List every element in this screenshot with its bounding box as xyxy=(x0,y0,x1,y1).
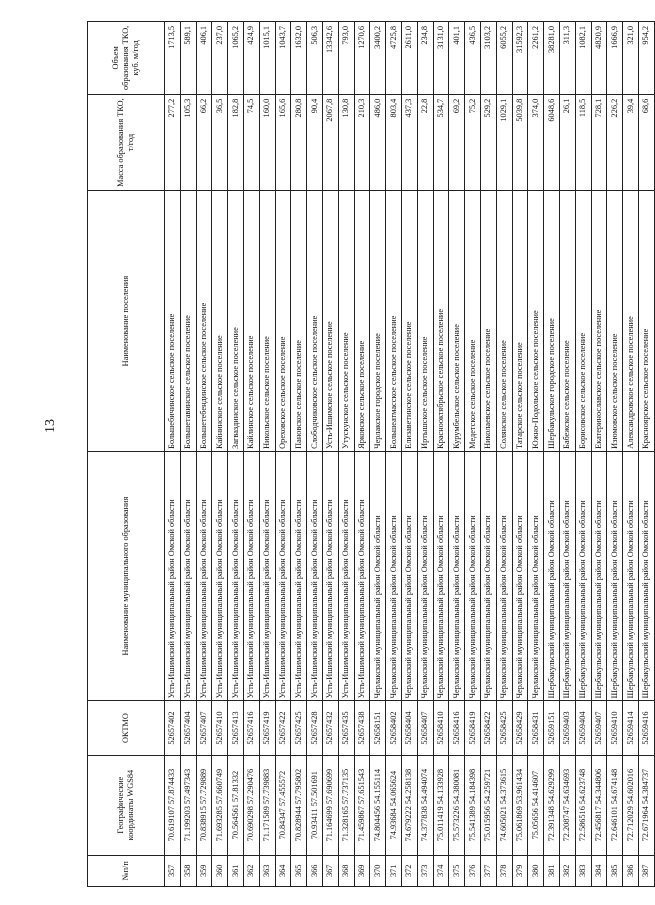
cell-volume: 1632,0 xyxy=(291,22,307,95)
table-row xyxy=(465,22,481,887)
cell-municipality: Черлакский муниципальный район Омской области xyxy=(465,451,481,701)
cell-municipality: Шербакульский муниципальный район Омской области xyxy=(638,451,654,701)
cell-settlement: Большетавинское сельское поселение xyxy=(180,191,196,451)
cell-settlement: Краснооктябрьское сельское поселение xyxy=(433,191,449,451)
cell-municipality: Усть-Ишимский муниципальный район Омской области xyxy=(243,451,259,701)
cell-coordinates: 72.712029 54.602016 xyxy=(623,755,639,855)
cell-mass: 26,1 xyxy=(559,94,575,191)
cell-settlement: Утускунское сельское поселение xyxy=(338,191,354,451)
cell-volume: 589,1 xyxy=(180,22,196,95)
cell-mass: 75,2 xyxy=(465,94,481,191)
cell-coordinates: 70.84347 57.455572 xyxy=(275,755,291,855)
cell-volume: 2611,0 xyxy=(401,22,417,95)
cell-oktmo: 52659404 xyxy=(575,701,591,755)
cell-volume: 436,5 xyxy=(465,22,481,95)
cell-volume: 234,8 xyxy=(417,22,433,95)
table-row xyxy=(449,22,465,887)
cell-settlement: Пановское сельское поселение xyxy=(291,191,307,451)
cell-number: 363 xyxy=(259,855,275,886)
cell-municipality: Усть-Ишимский муниципальный район Омской области xyxy=(212,451,228,701)
cell-volume: 1043,7 xyxy=(275,22,291,95)
cell-oktmo: 52659416 xyxy=(638,701,654,755)
table-row xyxy=(607,22,623,887)
cell-municipality: Черлакский муниципальный район Омской области xyxy=(512,451,528,701)
header-coordinates: Географические координаты WGS84 xyxy=(88,755,165,855)
cell-number: 360 xyxy=(212,855,228,886)
cell-settlement: Никольское сельское поселение xyxy=(259,191,275,451)
cell-mass: 226,2 xyxy=(607,94,623,191)
cell-volume: 31592,3 xyxy=(512,22,528,95)
cell-coordinates: 71.171589 57.739883 xyxy=(259,755,275,855)
cell-number: 375 xyxy=(449,855,465,886)
cell-settlement: Изюмовское сельское поселение xyxy=(607,191,623,451)
cell-municipality: Усть-Ишимский муниципальный район Омской области xyxy=(338,451,354,701)
cell-mass: 160,0 xyxy=(259,94,275,191)
cell-number: 378 xyxy=(496,855,512,886)
cell-municipality: Усть-Ишимский муниципальный район Омской области xyxy=(165,451,181,701)
cell-volume: 1082,1 xyxy=(575,22,591,95)
cell-settlement: Загваздинское сельское поселение xyxy=(228,191,244,451)
cell-settlement: Екатеринославское сельское поселение xyxy=(591,191,607,451)
cell-municipality: Усть-Ишимский муниципальный район Омской области xyxy=(180,451,196,701)
table-row xyxy=(307,22,323,887)
table-row xyxy=(228,22,244,887)
cell-number: 374 xyxy=(433,855,449,886)
cell-municipality: Черлакский муниципальный район Омской области xyxy=(480,451,496,701)
cell-coordinates: 70.838915 57.729889 xyxy=(196,755,212,855)
cell-mass: 277,2 xyxy=(165,94,181,191)
cell-settlement: Большебичинское сельское поселение xyxy=(165,191,181,451)
cell-oktmo: 52657419 xyxy=(259,701,275,755)
cell-coordinates: 70.690298 57.290476 xyxy=(243,755,259,855)
cell-number: 362 xyxy=(243,855,259,886)
cell-municipality: Усть-Ишимский муниципальный район Омской области xyxy=(196,451,212,701)
cell-settlement: Медетское сельское поселение xyxy=(465,191,481,451)
cell-oktmo: 52659410 xyxy=(607,701,623,755)
table-row xyxy=(196,22,212,887)
cell-number: 372 xyxy=(401,855,417,886)
table-body xyxy=(165,22,655,887)
cell-settlement: Бабежское сельское поселение xyxy=(559,191,575,451)
cell-municipality: Шербакульский муниципальный район Омской области xyxy=(544,451,560,701)
cell-oktmo: 52658425 xyxy=(496,701,512,755)
cell-volume: 3131,0 xyxy=(433,22,449,95)
cell-volume: 4820,9 xyxy=(591,22,607,95)
table-row xyxy=(575,22,591,887)
cell-settlement: Николаевское сельское поселение xyxy=(480,191,496,451)
cell-mass: 728,1 xyxy=(591,94,607,191)
cell-settlement: Ярковское сельское поселение xyxy=(354,191,370,451)
cell-settlement: Александровское сельское поселение xyxy=(623,191,639,451)
cell-municipality: Шербакульский муниципальный район Омской области xyxy=(607,451,623,701)
cell-coordinates: 74.804456 54.155114 xyxy=(370,755,386,855)
cell-coordinates: 72.391348 54.629299 xyxy=(544,755,560,855)
cell-coordinates: 75.015956 54.259721 xyxy=(480,755,496,855)
waste-volume-table xyxy=(87,21,655,887)
cell-settlement: Красноярское сельское поселение xyxy=(638,191,654,451)
cell-oktmo: 52657428 xyxy=(307,701,323,755)
cell-mass: 6048,6 xyxy=(544,94,560,191)
cell-coordinates: 72.646101 54.674148 xyxy=(607,755,623,855)
table-row xyxy=(180,22,196,887)
table-row xyxy=(386,22,402,887)
cell-settlement: Слободчиковское сельское поселение xyxy=(307,191,323,451)
cell-number: 377 xyxy=(480,855,496,886)
cell-settlement: Большетебендинское сельское поселение xyxy=(196,191,212,451)
rotated-table-wrapper xyxy=(87,21,651,887)
cell-number: 371 xyxy=(386,855,402,886)
table-row xyxy=(496,22,512,887)
cell-volume: 954,2 xyxy=(638,22,654,95)
cell-municipality: Черлакский муниципальный район Омской области xyxy=(386,451,402,701)
cell-settlement: Южно-Подольское сельское поселение xyxy=(528,191,544,451)
cell-coordinates: 74.605021 54.373615 xyxy=(496,755,512,855)
cell-coordinates: 74.93684 54.065624 xyxy=(386,755,402,855)
cell-number: 383 xyxy=(575,855,591,886)
cell-oktmo: 52658429 xyxy=(512,701,528,755)
cell-municipality: Усть-Ишимский муниципальный район Омской области xyxy=(354,451,370,701)
cell-volume: 401,1 xyxy=(449,22,465,95)
cell-coordinates: 71.199203 57.497343 xyxy=(180,755,196,855)
cell-oktmo: 52657402 xyxy=(165,701,181,755)
cell-oktmo: 52657425 xyxy=(291,701,307,755)
cell-number: 367 xyxy=(322,855,338,886)
table-row xyxy=(165,22,181,887)
cell-settlement: Елизаветинское сельское поселение xyxy=(401,191,417,451)
cell-mass: 5039,8 xyxy=(512,94,528,191)
cell-oktmo: 52658404 xyxy=(401,701,417,755)
cell-volume: 406,1 xyxy=(196,22,212,95)
cell-volume: 6055,2 xyxy=(496,22,512,95)
cell-settlement: Ореховское сельское поселение xyxy=(275,191,291,451)
cell-oktmo: 52658419 xyxy=(465,701,481,755)
cell-number: 358 xyxy=(180,855,196,886)
cell-municipality: Усть-Ишимский муниципальный район Омской области xyxy=(322,451,338,701)
cell-oktmo: 52657432 xyxy=(322,701,338,755)
cell-number: 380 xyxy=(528,855,544,886)
cell-municipality: Шербакульский муниципальный район Омской области xyxy=(623,451,639,701)
cell-municipality: Черлакский муниципальный район Омской области xyxy=(528,451,544,701)
cell-municipality: Усть-Ишимский муниципальный район Омской области xyxy=(275,451,291,701)
table-row xyxy=(480,22,496,887)
cell-oktmo: 52657413 xyxy=(228,701,244,755)
cell-mass: 39,4 xyxy=(623,94,639,191)
cell-mass: 68,6 xyxy=(638,94,654,191)
cell-volume: 1065,2 xyxy=(228,22,244,95)
cell-oktmo: 52657404 xyxy=(180,701,196,755)
cell-volume: 237,0 xyxy=(212,22,228,95)
cell-coordinates: 70.564561 57.81332 xyxy=(228,755,244,855)
header-oktmo: ОКТМО xyxy=(88,701,165,755)
cell-volume: 1666,9 xyxy=(607,22,623,95)
cell-coordinates: 72.208747 54.634693 xyxy=(559,755,575,855)
table-header-row xyxy=(88,22,165,887)
table-row xyxy=(243,22,259,887)
cell-mass: 165,6 xyxy=(275,94,291,191)
cell-number: 376 xyxy=(465,855,481,886)
cell-mass: 1029,1 xyxy=(496,94,512,191)
cell-coordinates: 75.573226 54.380081 xyxy=(449,755,465,855)
table-row xyxy=(354,22,370,887)
cell-settlement: Солянское сельское поселение xyxy=(496,191,512,451)
table-row xyxy=(623,22,639,887)
cell-number: 369 xyxy=(354,855,370,886)
cell-volume: 4725,8 xyxy=(386,22,402,95)
cell-coordinates: 74.679222 54.258138 xyxy=(401,755,417,855)
cell-oktmo: 52658151 xyxy=(370,701,386,755)
cell-mass: 22,8 xyxy=(417,94,433,191)
cell-mass: 2067,8 xyxy=(322,94,338,191)
cell-mass: 90,4 xyxy=(307,94,323,191)
table-row xyxy=(259,22,275,887)
cell-number: 382 xyxy=(559,855,575,886)
cell-number: 366 xyxy=(307,855,323,886)
cell-mass: 486,0 xyxy=(370,94,386,191)
cell-coordinates: 75.05656 54.414607 xyxy=(528,755,544,855)
cell-oktmo: 52657438 xyxy=(354,701,370,755)
cell-coordinates: 72.671964 54.384737 xyxy=(638,755,654,855)
cell-volume: 13342,6 xyxy=(322,22,338,95)
cell-settlement: Кайлинское сельское поселение xyxy=(243,191,259,451)
cell-coordinates: 70.619107 57.874433 xyxy=(165,755,181,855)
cell-volume: 1713,5 xyxy=(165,22,181,95)
cell-oktmo: 52657407 xyxy=(196,701,212,755)
cell-volume: 38281,0 xyxy=(544,22,560,95)
header-municipality: Наименование муниципального образования xyxy=(88,451,165,701)
cell-municipality: Черлакский муниципальный район Омской области xyxy=(417,451,433,701)
cell-volume: 321,0 xyxy=(623,22,639,95)
header-number: №п/п xyxy=(88,855,165,886)
cell-settlement: Борисовское сельское поселение xyxy=(575,191,591,451)
cell-mass: 118,5 xyxy=(575,94,591,191)
cell-mass: 280,8 xyxy=(291,94,307,191)
table-row xyxy=(528,22,544,887)
cell-oktmo: 52657422 xyxy=(275,701,291,755)
cell-volume: 793,0 xyxy=(338,22,354,95)
cell-volume: 3400,2 xyxy=(370,22,386,95)
cell-number: 370 xyxy=(370,855,386,886)
cell-coordinates: 75.011419 54.133928 xyxy=(433,755,449,855)
table-row xyxy=(291,22,307,887)
cell-oktmo: 52659403 xyxy=(559,701,575,755)
cell-number: 386 xyxy=(623,855,639,886)
cell-municipality: Усть-Ишимский муниципальный район Омской области xyxy=(307,451,323,701)
cell-number: 357 xyxy=(165,855,181,886)
table-row xyxy=(275,22,291,887)
cell-mass: 105,3 xyxy=(180,94,196,191)
cell-mass: 66,2 xyxy=(196,94,212,191)
cell-municipality: Черлакский муниципальный район Омской области xyxy=(449,451,465,701)
table-row xyxy=(401,22,417,887)
table-row xyxy=(638,22,654,887)
cell-municipality: Шербакульский муниципальный район Омской области xyxy=(591,451,607,701)
cell-coordinates: 70.93411 57.501691 xyxy=(307,755,323,855)
table-row xyxy=(512,22,528,887)
cell-mass: 69,2 xyxy=(449,94,465,191)
table-row xyxy=(338,22,354,887)
cell-settlement: Черлакское городское поселение xyxy=(370,191,386,451)
cell-mass: 36,5 xyxy=(212,94,228,191)
cell-volume: 2261,2 xyxy=(528,22,544,95)
cell-coordinates: 75.541389 54.184398 xyxy=(465,755,481,855)
cell-number: 368 xyxy=(338,855,354,886)
cell-oktmo: 52658431 xyxy=(528,701,544,755)
cell-volume: 424,9 xyxy=(243,22,259,95)
cell-number: 381 xyxy=(544,855,560,886)
cell-settlement: Курумбельское сельское поселение xyxy=(449,191,465,451)
cell-municipality: Усть-Ишимский муниципальный район Омской области xyxy=(259,451,275,701)
cell-settlement: Иртышское сельское поселение xyxy=(417,191,433,451)
cell-oktmo: 52659407 xyxy=(591,701,607,755)
cell-settlement: Шербакульское городское поселение xyxy=(544,191,560,451)
cell-settlement: Усть-Ишимское сельское поселение xyxy=(322,191,338,451)
table-row xyxy=(417,22,433,887)
cell-municipality: Черлакский муниципальный район Омской области xyxy=(370,451,386,701)
cell-volume: 1270,6 xyxy=(354,22,370,95)
cell-municipality: Черлакский муниципальный район Омской области xyxy=(496,451,512,701)
header-mass: Масса образования ТКО, т/год xyxy=(88,94,165,191)
cell-municipality: Усть-Ишимский муниципальный район Омской области xyxy=(291,451,307,701)
cell-number: 384 xyxy=(591,855,607,886)
cell-municipality: Черлакский муниципальный район Омской области xyxy=(401,451,417,701)
cell-volume: 3103,2 xyxy=(480,22,496,95)
table-row xyxy=(591,22,607,887)
table-row xyxy=(212,22,228,887)
cell-oktmo: 52657416 xyxy=(243,701,259,755)
cell-number: 364 xyxy=(275,855,291,886)
cell-mass: 130,8 xyxy=(338,94,354,191)
cell-number: 359 xyxy=(196,855,212,886)
cell-coordinates: 70.828944 57.795802 xyxy=(291,755,307,855)
cell-mass: 74,5 xyxy=(243,94,259,191)
cell-oktmo: 52659151 xyxy=(544,701,560,755)
cell-oktmo: 52659414 xyxy=(623,701,639,755)
table-row xyxy=(433,22,449,887)
page-number: 13 xyxy=(43,419,58,433)
cell-volume: 1015,1 xyxy=(259,22,275,95)
cell-municipality: Шербакульский муниципальный район Омской области xyxy=(575,451,591,701)
cell-oktmo: 52658410 xyxy=(433,701,449,755)
cell-coordinates: 75.061869 53.961434 xyxy=(512,755,528,855)
header-settlement: Наименование поселения xyxy=(88,191,165,451)
cell-mass: 534,7 xyxy=(433,94,449,191)
cell-municipality: Черлакский муниципальный район Омской области xyxy=(433,451,449,701)
cell-mass: 374,0 xyxy=(528,94,544,191)
cell-oktmo: 52658422 xyxy=(480,701,496,755)
table-row xyxy=(559,22,575,887)
cell-municipality: Усть-Ишимский муниципальный район Омской области xyxy=(228,451,244,701)
cell-coordinates: 72.586516 54.623748 xyxy=(575,755,591,855)
cell-oktmo: 52657410 xyxy=(212,701,228,755)
cell-volume: 506,3 xyxy=(307,22,323,95)
cell-coordinates: 71.693285 57.660749 xyxy=(212,755,228,855)
header-volume: Объем образования ТКО, куб. м/год xyxy=(88,22,165,95)
cell-settlement: Кайнинское сельское поселение xyxy=(212,191,228,451)
cell-coordinates: 71.459867 57.651543 xyxy=(354,755,370,855)
cell-number: 361 xyxy=(228,855,244,886)
table-row xyxy=(370,22,386,887)
cell-oktmo: 52658407 xyxy=(417,701,433,755)
cell-settlement: Большеатмасское сельское поселение xyxy=(386,191,402,451)
cell-coordinates: 72.456817 54.344806 xyxy=(591,755,607,855)
cell-number: 365 xyxy=(291,855,307,886)
cell-oktmo: 52657435 xyxy=(338,701,354,755)
cell-coordinates: 71.328165 57.737135 xyxy=(338,755,354,855)
cell-mass: 437,3 xyxy=(401,94,417,191)
cell-settlement: Татарское сельское поселение xyxy=(512,191,528,451)
cell-mass: 803,4 xyxy=(386,94,402,191)
cell-oktmo: 52658416 xyxy=(449,701,465,755)
cell-number: 379 xyxy=(512,855,528,886)
cell-coordinates: 74.377838 54.494074 xyxy=(417,755,433,855)
cell-mass: 182,8 xyxy=(228,94,244,191)
cell-number: 387 xyxy=(638,855,654,886)
table-row xyxy=(322,22,338,887)
cell-number: 385 xyxy=(607,855,623,886)
cell-oktmo: 52658402 xyxy=(386,701,402,755)
cell-volume: 311,3 xyxy=(559,22,575,95)
table-row xyxy=(544,22,560,887)
cell-municipality: Шербакульский муниципальный район Омской области xyxy=(559,451,575,701)
cell-mass: 529,2 xyxy=(480,94,496,191)
cell-coordinates: 71.164699 57.690699 xyxy=(322,755,338,855)
cell-mass: 210,3 xyxy=(354,94,370,191)
cell-number: 373 xyxy=(417,855,433,886)
